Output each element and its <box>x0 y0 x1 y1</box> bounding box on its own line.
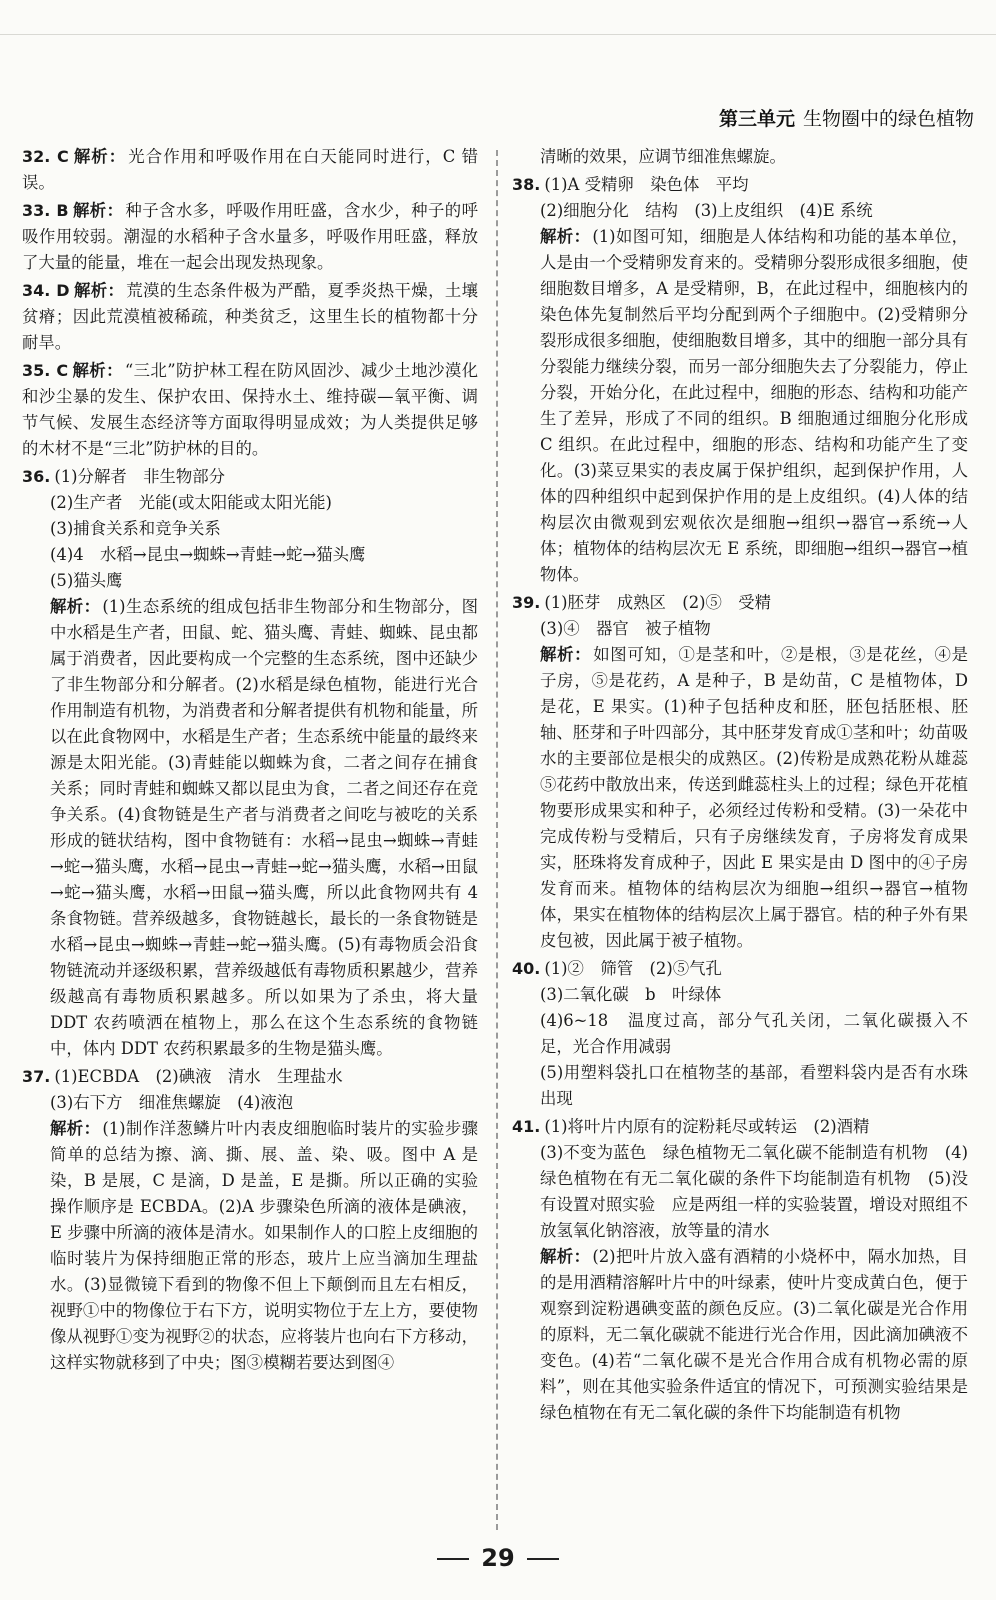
question-33: 33. B 解析： 种子含水多，呼吸作用旺盛，含水少，种子的呼吸作用较弱。潮湿的水稻种子含水量多，呼吸作用旺盛，释放了大量的能量，堆在一起会出现发热现象。 <box>22 201 479 272</box>
question-38: 38. (1)A 受精卵 染色体 平均 (2)细胞分化 结构 (3)上皮组织 (4)E 系统 解析： (1)如图可知，细胞是人体结构和功能的基本单位，人是由一个受精卵发育来的。受精卵分裂形成很多细胞，使细胞数目增多，A 是受精卵，B，在此过程中，细胞核内的染色体先复制然后平均分配到两个子细胞中。(2)受精卵分裂形成很多细胞，使细胞数目增多，其中的细胞一部分具有分裂能力继续分裂，而另一部分细胞失去了分裂能力，停止分裂，开始分化，在此过程中，细胞的形态、结构和功能产生了差异，形成了不同的组织。B 细胞通过细胞分化形成 C 组织。在此过程中，细胞的形态、结构和功能产生了变化。(3)菜豆果实的表皮属于保护组织，起到保护作用，人体的四种组织中起到保护作用的是上皮组织。(4)人体的结构层次由微观到宏观依次是细胞→组织→器官→系统→人体；植物体的结构层次无 E 系统，即细胞→组织→器官→植物体。 <box>512 172 968 588</box>
question-34: 34. D 解析： 荒漠的生态条件极为严酷，夏季炎热干燥，土壤贫瘠；因此荒漠植被稀疏，种类贫乏，这里生长的植物都十分耐旱。 <box>22 281 479 352</box>
page-footer <box>0 1544 996 1572</box>
left-column <box>22 144 478 1378</box>
continuation-37: 清晰的效果，应调节细准焦螺旋。 <box>540 147 786 166</box>
unit-label: 第三单元 <box>718 108 795 130</box>
analysis-37: 解析： (1)制作洋葱鳞片叶内表皮细胞临时装片的实验步骤简单的总结为擦、滴、撕、展、盖、染、吸。图中 A 是染，B 是展，C 是滴，D 是盖，E 是撕。所以正确的实验操作顺序是 ECBDA。(2)A 步骤染色所滴的液体是碘液，E 步骤中所滴的液体是清水。如果制作人的口腔上皮细胞的临时装片为保持细胞正常的形态，玻片上应当滴加生理盐水。(3)显微镜下看到的物像不但上下颠倒而且左右相反，视野①中的物像位于右下方，说明实物位于左上方，要使物像从视野①变为视野②的状态，应将装片也向右下方移动，这样实物就移到了中央；图③模糊若要达到图④ <box>50 1119 479 1372</box>
analysis-39: 解析： 如图可知，①是茎和叶，②是根，③是花丝，④是子房，⑤是花药，A 是种子，B 是幼苗，C 是植物体，D 是花，E 果实。(1)种子包括种皮和胚，胚包括胚根、胚轴、胚芽和子叶四部分，其中胚芽发育成①茎和叶；幼苗吸水的主要部位是根尖的成熟区。(2)传粉是成熟花粉从雄蕊⑤花药中散放出来，传送到雌蕊柱头上的过程；绿色开花植物要形成果实和种子，必须经过传粉和受精。(3)一朵花中完成传粉与受精后，只有子房继续发育，子房将发育成果实，胚珠将发育成种子，因此 E 果实是由 D 图中的④子房发育而来。植物体的结构层次为细胞→组织→器官→植物体，果实在植物体的结构层次上属于器官。桔的种子外有果皮包被，因此属于被子植物。 <box>540 645 969 950</box>
question-41: 41. (1)将叶片内原有的淀粉耗尽或转运 (2)酒精 (3)不变为蓝色 绿色植物无二氧化碳不能制造有机物 (4)绿色植物在有无二氧化碳的条件下均能制造有机物 (5)没有设置对照实验 应是两组一样的实验装置，增设对照组不放氢氧化钠溶液，放等量的清水 解析： (2)把叶片放入盛有酒精的小烧杯中，隔水加热，目的是用酒精溶解叶片中的叶绿素，使叶片变成黄白色，便于观察到淀粉遇碘变蓝的颜色反应。(3)二氧化碳是光合作用的原料，无二氧化碳就不能进行光合作用，因此滴加碘液不变色。(4)若“二氧化碳不是光合作用合成有机物必需的原料”，则在其他实验条件适宜的情况下，可预测实验结果是绿色植物在有无二氧化碳的条件下均能制造有机物 <box>512 1114 968 1426</box>
analysis-38: 解析： (1)如图可知，细胞是人体结构和功能的基本单位，人是由一个受精卵发育来的。受精卵分裂形成很多细胞，使细胞数目增多，A 是受精卵，B，在此过程中，细胞核内的染色体先复制然后平均分配到两个子细胞中。(2)受精卵分裂形成很多细胞，使细胞数目增多，其中的细胞一部分具有分裂能力继续分裂，而另一部分细胞失去了分裂能力，停止分裂，开始分化，在此过程中，细胞的形态、结构和功能产生了差异，形成了不同的组织。B 细胞通过细胞分化形成 C 组织。在此过程中，细胞的形态、结构和功能产生了变化。(3)菜豆果实的表皮属于保护组织，起到保护作用，人体的四种组织中起到保护作用的是上皮组织。(4)人体的结构层次由微观到宏观依次是细胞→组织→器官→系统→人体；植物体的结构层次无 E 系统，即细胞→组织→器官→植物体。 <box>540 227 969 584</box>
question-37: 37. (1)ECBDA (2)碘液 清水 生理盐水 (3)右下方 细准焦螺旋 (4)液泡 解析： (1)制作洋葱鳞片叶内表皮细胞临时装片的实验步骤简单的总结为擦、滴、撕、展、盖、染、吸。图中 A 是染，B 是展，C 是滴，D 是盖，E 是撕。所以正确的实验操作顺序是 ECBDA。(2)A 步骤染色所滴的液体是碘液，E 步骤中所滴的液体是清水。如果制作人的口腔上皮细胞的临时装片为保持细胞正常的形态，玻片上应当滴加生理盐水。(3)显微镜下看到的物像不但上下颠倒而且左右相反，视野①中的物像位于右下方，说明实物位于左上方，要使物像从视野①变为视野②的状态，应将装片也向右下方移动，这样实物就移到了中央；图③模糊若要达到图④ <box>22 1064 478 1376</box>
question-40: 40. (1)② 筛管 (2)⑤气孔 (3)二氧化碳 b 叶绿体 (4)6~18 温度过高，部分气孔关闭，二氧化碳摄入不足，光合作用减弱 (5)用塑料袋扎口在植物茎的基部，看塑料袋内是否有水珠出现 <box>512 959 968 1108</box>
analysis-36: 解析： (1)生态系统的组成包括非生物部分和生物部分，图中水稻是生产者，田鼠、蛇、猫头鹰、青蛙、蜘蛛、昆虫都属于消费者，因此要构成一个完整的生态系统，图中还缺少了非生物部分和分解者。(2)水稻是绿色植物，能进行光合作用制造有机物，为消费者和分解者提供有机物和能量，所以在此食物网中，水稻是生产者；生态系统中能量的最终来源是太阳光能。(3)青蛙能以蜘蛛为食，二者之间存在捕食关系；同时青蛙和蜘蛛又都以昆虫为食，二者之间还存在竞争关系。(4)食物链是生产者与消费者之间吃与被吃的关系形成的链状结构，图中食物链有：水稻→昆虫→蜘蛛→青蛙→蛇→猫头鹰，水稻→昆虫→青蛙→蛇→猫头鹰，水稻→田鼠→蛇→猫头鹰，水稻→田鼠→猫头鹰，所以此食物网共有 4 条食物链。营养级越多，食物链越长，最长的一条食物链是水稻→昆虫→蜘蛛→青蛙→蛇→猫头鹰。(5)有毒物质会沿食物链流动并逐级积累，营养级越低有毒物质积累越少，营养级越高有毒物质积累越多。所以如果为了杀虫，将大量 DDT 农药喷洒在植物上，那么在这个生态系统的食物链中，体内 DDT 农药积累最多的生物是猫头鹰。 <box>50 597 479 1058</box>
question-39: 39. (1)胚芽 成熟区 (2)⑤ 受精 (3)④ 器官 被子植物 解析： 如图可知，①是茎和叶，②是根，③是花丝，④是子房，⑤是花药，A 是种子，B 是幼苗，C 是植物体，D 是花，E 果实。(1)种子包括种皮和胚，胚包括胚根、胚轴、胚芽和子叶四部分，其中胚芽发育成①茎和叶；幼苗吸水的主要部位是根尖的成熟区。(2)传粉是成熟花粉从雄蕊⑤花药中散放出来，传送到雌蕊柱头上的过程；绿色开花植物要形成果实和种子，必须经过传粉和受精。(3)一朵花中完成传粉与受精后，只有子房继续发育，子房将发育成果实，胚珠将发育成种子，因此 E 果实是由 D 图中的④子房发育而来。植物体的结构层次为细胞→组织→器官→植物体，果实在植物体的结构层次上属于器官。桔的种子外有果皮包被，因此属于被子植物。 <box>512 590 968 954</box>
right-column <box>512 144 968 1428</box>
analysis-41: 解析： (2)把叶片放入盛有酒精的小烧杯中，隔水加热，目的是用酒精溶解叶片中的叶绿素，使叶片变成黄白色，便于观察到淀粉遇碘变蓝的颜色反应。(3)二氧化碳是光合作用的原料，无二氧化碳就不能进行光合作用，因此滴加碘液不变色。(4)若“二氧化碳不是光合作用合成有机物必需的原料”，则在其他实验条件适宜的情况下，可预测实验结果是绿色植物在有无二氧化碳的条件下均能制造有机物 <box>540 1247 969 1422</box>
page-number: 29 <box>481 1544 515 1572</box>
top-rule <box>0 34 996 35</box>
section-header <box>719 104 974 131</box>
column-divider <box>496 150 498 1530</box>
question-35: 35. C 解析： “三北”防护林工程在防风固沙、减少土地沙漠化和沙尘暴的发生、保护农田、保持水土、维持碳—氧平衡、调节气候、发展生态经济等方面取得明显成效；为人类提供足够的木材不是“三北”防护林的目的。 <box>22 361 479 458</box>
unit-title: 生物圈中的绿色植物 <box>802 108 974 130</box>
question-36: 36. (1)分解者 非生物部分 (2)生产者 光能(或太阳能或太阳光能) (3)捕食关系和竞争关系 (4)4 水稻→昆虫→蜘蛛→青蛙→蛇→猫头鹰 (5)猫头鹰 解析： (1)生态系统的组成包括非生物部分和生物部分，图中水稻是生产者，田鼠、蛇、猫头鹰、青蛙、蜘蛛、昆虫都属于消费者，因此要构成一个完整的生态系统，图中还缺少了非生物部分和分解者。(2)水稻是绿色植物，能进行光合作用制造有机物，为消费者和分解者提供有机物和能量，所以在此食物网中，水稻是生产者；生态系统中能量的最终来源是太阳光能。(3)青蛙能以蜘蛛为食，二者之间存在捕食关系；同时青蛙和蜘蛛又都以昆虫为食，二者之间还存在竞争关系。(4)食物链是生产者与消费者之间吃与被吃的关系形成的链状结构，图中食物链有：水稻→昆虫→蜘蛛→青蛙→蛇→猫头鹰，水稻→昆虫→青蛙→蛇→猫头鹰，水稻→田鼠→蛇→猫头鹰，水稻→田鼠→猫头鹰，所以此食物网共有 4 条食物链。营养级越多，食物链越长，最长的一条食物链是水稻→昆虫→蜘蛛→青蛙→蛇→猫头鹰。(5)有毒物质会沿食物链流动并逐级积累，营养级越低有毒物质积累越少，营养级越高有毒物质积累越多。所以如果为了杀虫，将大量 DDT 农药喷洒在植物上，那么在这个生态系统的食物链中，体内 DDT 农药积累最多的生物是猫头鹰。 <box>22 464 478 1062</box>
question-32: 32. C 解析： 光合作用和呼吸作用在白天能同时进行，C 错误。 <box>22 147 479 192</box>
footer-dash-right <box>527 1558 559 1560</box>
footer-dash-left <box>437 1558 469 1560</box>
